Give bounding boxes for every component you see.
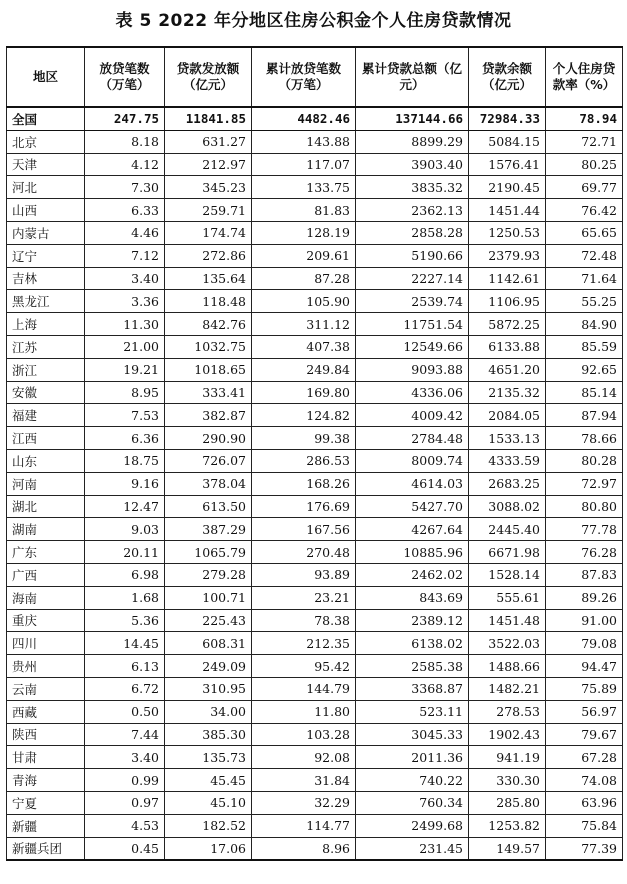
cumulative-amount-cell: 9093.88 [356,358,469,381]
cumulative-count-cell: 144.79 [252,677,356,700]
loans-count-cell: 8.18 [85,130,165,153]
cumulative-amount-cell: 2585.38 [356,655,469,678]
table-row [7,723,623,746]
region-cell: 云南 [7,677,85,700]
loan-amount-cell: 272.86 [165,244,252,267]
region-cell: 辽宁 [7,244,85,267]
loan-balance-cell: 1250.53 [469,221,546,244]
loans-count-cell: 18.75 [85,449,165,472]
loans-count-cell: 0.97 [85,791,165,814]
cumulative-count-cell: 23.21 [252,586,356,609]
cumulative-amount-cell: 740.22 [356,769,469,792]
cumulative-amount-cell: 3368.87 [356,677,469,700]
loan-balance-cell: 1106.95 [469,290,546,313]
cumulative-count-cell: 87.28 [252,267,356,290]
table-row [7,655,623,678]
region-cell: 湖北 [7,495,85,518]
loan-balance-cell: 4651.20 [469,358,546,381]
loans-count-cell: 7.53 [85,404,165,427]
table-row [7,358,623,381]
cumulative-count-cell: 407.38 [252,335,356,358]
loan-ratio-cell: 92.65 [546,358,623,381]
region-cell: 新疆 [7,814,85,837]
loan-ratio-cell: 63.96 [546,791,623,814]
column-header-loans-count: 放贷笔数（万笔） [85,47,165,107]
region-cell: 黑龙江 [7,290,85,313]
loan-ratio-cell: 76.42 [546,199,623,222]
table-row [7,244,623,267]
loan-balance-cell: 1482.21 [469,677,546,700]
loans-count-cell: 0.99 [85,769,165,792]
cumulative-count-cell: 168.26 [252,472,356,495]
cumulative-count-cell: 212.35 [252,632,356,655]
loan-ratio-cell: 71.64 [546,267,623,290]
table-row [7,313,623,336]
loan-amount-cell: 1032.75 [165,335,252,358]
loan-ratio-cell: 77.78 [546,518,623,541]
region-cell: 湖南 [7,518,85,541]
table-row [7,404,623,427]
loan-balance-cell: 1451.48 [469,609,546,632]
table-row [7,677,623,700]
loans-count-cell: 11.30 [85,313,165,336]
loan-ratio-cell: 76.28 [546,541,623,564]
loan-amount-cell: 225.43 [165,609,252,632]
loans-count-cell: 6.36 [85,427,165,450]
loan-ratio-cell: 72.71 [546,130,623,153]
region-cell: 浙江 [7,358,85,381]
region-cell: 广西 [7,563,85,586]
loans-count-cell: 5.36 [85,609,165,632]
cumulative-count-cell: 78.38 [252,609,356,632]
loan-ratio-cell: 77.39 [546,837,623,860]
cumulative-amount-cell: 137144.66 [356,107,469,130]
cumulative-amount-cell: 2227.14 [356,267,469,290]
cumulative-count-cell: 32.29 [252,791,356,814]
cumulative-amount-cell: 843.69 [356,586,469,609]
region-cell: 山东 [7,449,85,472]
cumulative-amount-cell: 5190.66 [356,244,469,267]
region-cell: 全国 [7,107,85,130]
cumulative-count-cell: 117.07 [252,153,356,176]
cumulative-amount-cell: 3903.40 [356,153,469,176]
loan-ratio-cell: 72.48 [546,244,623,267]
cumulative-count-cell: 209.61 [252,244,356,267]
cumulative-count-cell: 4482.46 [252,107,356,130]
loan-ratio-cell: 85.14 [546,381,623,404]
loan-ratio-cell: 75.84 [546,814,623,837]
table-row [7,427,623,450]
cumulative-amount-cell: 2499.68 [356,814,469,837]
cumulative-amount-cell: 2784.48 [356,427,469,450]
table-row [7,495,623,518]
loan-balance-cell: 2084.05 [469,404,546,427]
cumulative-amount-cell: 760.34 [356,791,469,814]
loan-ratio-cell: 79.08 [546,632,623,655]
loan-ratio-cell: 80.25 [546,153,623,176]
loans-count-cell: 0.45 [85,837,165,860]
cumulative-count-cell: 270.48 [252,541,356,564]
loan-amount-cell: 182.52 [165,814,252,837]
loan-balance-cell: 1142.61 [469,267,546,290]
table-row [7,632,623,655]
cumulative-count-cell: 124.82 [252,404,356,427]
loan-balance-cell: 941.19 [469,746,546,769]
cumulative-amount-cell: 231.45 [356,837,469,860]
loans-count-cell: 3.40 [85,746,165,769]
table-row [7,837,623,860]
loan-amount-cell: 259.71 [165,199,252,222]
loan-amount-cell: 135.64 [165,267,252,290]
loan-ratio-cell: 75.89 [546,677,623,700]
loan-balance-cell: 1533.13 [469,427,546,450]
table-row [7,153,623,176]
cumulative-amount-cell: 2389.12 [356,609,469,632]
loan-balance-cell: 2445.40 [469,518,546,541]
loan-amount-cell: 608.31 [165,632,252,655]
loan-ratio-cell: 78.94 [546,107,623,130]
loan-ratio-cell: 55.25 [546,290,623,313]
loan-balance-cell: 6671.98 [469,541,546,564]
loans-count-cell: 6.33 [85,199,165,222]
loan-balance-cell: 1528.14 [469,563,546,586]
cumulative-count-cell: 143.88 [252,130,356,153]
loans-count-cell: 7.12 [85,244,165,267]
table-row [7,199,623,222]
table-row [7,791,623,814]
loans-count-cell: 1.68 [85,586,165,609]
region-cell: 北京 [7,130,85,153]
table-row [7,814,623,837]
cumulative-amount-cell: 12549.66 [356,335,469,358]
region-cell: 安徽 [7,381,85,404]
table-row [7,130,623,153]
loan-ratio-cell: 85.59 [546,335,623,358]
cumulative-amount-cell: 8899.29 [356,130,469,153]
loan-balance-cell: 1576.41 [469,153,546,176]
region-cell: 天津 [7,153,85,176]
region-cell: 江苏 [7,335,85,358]
cumulative-amount-cell: 8009.74 [356,449,469,472]
table-row [7,563,623,586]
table-row [7,586,623,609]
loan-balance-cell: 149.57 [469,837,546,860]
cumulative-count-cell: 99.38 [252,427,356,450]
cumulative-count-cell: 81.83 [252,199,356,222]
region-cell: 青海 [7,769,85,792]
cumulative-amount-cell: 5427.70 [356,495,469,518]
cumulative-count-cell: 93.89 [252,563,356,586]
loans-count-cell: 9.03 [85,518,165,541]
loan-amount-cell: 387.29 [165,518,252,541]
region-cell: 四川 [7,632,85,655]
table-row [7,290,623,313]
loan-balance-cell: 2379.93 [469,244,546,267]
cumulative-amount-cell: 6138.02 [356,632,469,655]
loan-balance-cell: 1902.43 [469,723,546,746]
cumulative-count-cell: 31.84 [252,769,356,792]
cumulative-amount-cell: 11751.54 [356,313,469,336]
cumulative-amount-cell: 2539.74 [356,290,469,313]
loan-ratio-cell: 94.47 [546,655,623,678]
loan-amount-cell: 345.23 [165,176,252,199]
loan-amount-cell: 17.06 [165,837,252,860]
loan-balance-cell: 72984.33 [469,107,546,130]
loans-count-cell: 4.12 [85,153,165,176]
loan-ratio-cell: 78.66 [546,427,623,450]
table-title: 表 5 2022 年分地区住房公积金个人住房贷款情况 [115,11,512,31]
region-cell: 上海 [7,313,85,336]
table-row [7,381,623,404]
loans-count-cell: 21.00 [85,335,165,358]
table-row [7,541,623,564]
loans-count-cell: 7.30 [85,176,165,199]
cumulative-count-cell: 114.77 [252,814,356,837]
loan-amount-cell: 135.73 [165,746,252,769]
region-cell: 江西 [7,427,85,450]
region-cell: 海南 [7,586,85,609]
cumulative-count-cell: 92.08 [252,746,356,769]
loan-amount-cell: 382.87 [165,404,252,427]
column-header-cumulative-amount: 累计贷款总额（亿元） [356,47,469,107]
loan-ratio-cell: 74.08 [546,769,623,792]
cumulative-amount-cell: 4267.64 [356,518,469,541]
table-row [7,221,623,244]
cumulative-count-cell: 103.28 [252,723,356,746]
region-cell: 甘肃 [7,746,85,769]
cumulative-count-cell: 286.53 [252,449,356,472]
table-row [7,267,623,290]
loan-balance-cell: 2135.32 [469,381,546,404]
cumulative-count-cell: 95.42 [252,655,356,678]
cumulative-amount-cell: 10885.96 [356,541,469,564]
loan-ratio-cell: 65.65 [546,221,623,244]
loan-balance-cell: 3522.03 [469,632,546,655]
region-cell: 西藏 [7,700,85,723]
loan-amount-cell: 333.41 [165,381,252,404]
table-row [7,518,623,541]
loan-balance-cell: 5872.25 [469,313,546,336]
loan-amount-cell: 613.50 [165,495,252,518]
loan-balance-cell: 1253.82 [469,814,546,837]
region-cell: 河南 [7,472,85,495]
cumulative-amount-cell: 4614.03 [356,472,469,495]
loan-ratio-cell: 67.28 [546,746,623,769]
loans-count-cell: 247.75 [85,107,165,130]
region-cell: 新疆兵团 [7,837,85,860]
loan-balance-cell: 278.53 [469,700,546,723]
loan-ratio-cell: 69.77 [546,176,623,199]
cumulative-count-cell: 128.19 [252,221,356,244]
cumulative-count-cell: 249.84 [252,358,356,381]
loan-balance-cell: 285.80 [469,791,546,814]
housing-loan-table [6,46,623,861]
loans-count-cell: 3.36 [85,290,165,313]
table-row [7,700,623,723]
loan-amount-cell: 11841.85 [165,107,252,130]
cumulative-amount-cell: 2858.28 [356,221,469,244]
loan-balance-cell: 3088.02 [469,495,546,518]
loan-balance-cell: 1451.44 [469,199,546,222]
cumulative-count-cell: 8.96 [252,837,356,860]
loan-amount-cell: 212.97 [165,153,252,176]
region-cell: 广东 [7,541,85,564]
loan-ratio-cell: 80.80 [546,495,623,518]
cumulative-amount-cell: 3045.33 [356,723,469,746]
cumulative-count-cell: 105.90 [252,290,356,313]
table-row [7,769,623,792]
loans-count-cell: 7.44 [85,723,165,746]
region-cell: 河北 [7,176,85,199]
loan-amount-cell: 310.95 [165,677,252,700]
region-cell: 内蒙古 [7,221,85,244]
loan-ratio-cell: 89.26 [546,586,623,609]
table-row [7,335,623,358]
loan-amount-cell: 100.71 [165,586,252,609]
loan-amount-cell: 1065.79 [165,541,252,564]
loan-balance-cell: 5084.15 [469,130,546,153]
table-row [7,746,623,769]
loan-ratio-cell: 79.67 [546,723,623,746]
cumulative-count-cell: 167.56 [252,518,356,541]
loan-ratio-cell: 87.83 [546,563,623,586]
header-row [7,47,623,107]
column-header-loan-balance: 贷款余额（亿元） [469,47,546,107]
loan-amount-cell: 842.76 [165,313,252,336]
region-cell: 山西 [7,199,85,222]
column-header-loan-ratio: 个人住房贷款率（%） [546,47,623,107]
cumulative-amount-cell: 2362.13 [356,199,469,222]
region-cell: 重庆 [7,609,85,632]
loans-count-cell: 6.98 [85,563,165,586]
region-cell: 宁夏 [7,791,85,814]
loans-count-cell: 4.46 [85,221,165,244]
region-cell: 吉林 [7,267,85,290]
table-row [7,609,623,632]
loans-count-cell: 19.21 [85,358,165,381]
loan-balance-cell: 2683.25 [469,472,546,495]
loans-count-cell: 14.45 [85,632,165,655]
loan-amount-cell: 378.04 [165,472,252,495]
loan-amount-cell: 174.74 [165,221,252,244]
loan-amount-cell: 45.10 [165,791,252,814]
loan-balance-cell: 2190.45 [469,176,546,199]
table-row [7,472,623,495]
cumulative-count-cell: 133.75 [252,176,356,199]
loans-count-cell: 0.50 [85,700,165,723]
cumulative-amount-cell: 2462.02 [356,563,469,586]
cumulative-amount-cell: 4336.06 [356,381,469,404]
loan-amount-cell: 290.90 [165,427,252,450]
cumulative-count-cell: 176.69 [252,495,356,518]
cumulative-count-cell: 311.12 [252,313,356,336]
loan-ratio-cell: 91.00 [546,609,623,632]
loans-count-cell: 6.72 [85,677,165,700]
loans-count-cell: 6.13 [85,655,165,678]
loans-count-cell: 9.16 [85,472,165,495]
table-row [7,449,623,472]
column-header-region: 地区 [7,47,85,107]
loan-amount-cell: 118.48 [165,290,252,313]
loans-count-cell: 4.53 [85,814,165,837]
cumulative-amount-cell: 4009.42 [356,404,469,427]
loan-ratio-cell: 84.90 [546,313,623,336]
column-header-loan-amount: 贷款发放额（亿元） [165,47,252,107]
loan-ratio-cell: 72.97 [546,472,623,495]
loans-count-cell: 8.95 [85,381,165,404]
region-cell: 福建 [7,404,85,427]
loan-amount-cell: 45.45 [165,769,252,792]
loan-amount-cell: 34.00 [165,700,252,723]
cumulative-count-cell: 11.80 [252,700,356,723]
loan-amount-cell: 1018.65 [165,358,252,381]
region-cell: 贵州 [7,655,85,678]
loan-amount-cell: 279.28 [165,563,252,586]
loans-count-cell: 3.40 [85,267,165,290]
loan-balance-cell: 6133.88 [469,335,546,358]
loan-amount-cell: 249.09 [165,655,252,678]
cumulative-amount-cell: 2011.36 [356,746,469,769]
loan-amount-cell: 631.27 [165,130,252,153]
table-row-total [7,107,623,130]
loan-balance-cell: 555.61 [469,586,546,609]
cumulative-amount-cell: 523.11 [356,700,469,723]
loans-count-cell: 12.47 [85,495,165,518]
loan-amount-cell: 726.07 [165,449,252,472]
region-cell: 陕西 [7,723,85,746]
table-row [7,176,623,199]
cumulative-amount-cell: 3835.32 [356,176,469,199]
loan-ratio-cell: 80.28 [546,449,623,472]
loan-balance-cell: 330.30 [469,769,546,792]
loans-count-cell: 20.11 [85,541,165,564]
loan-amount-cell: 385.30 [165,723,252,746]
loan-balance-cell: 4333.59 [469,449,546,472]
column-header-cumulative-count: 累计放贷笔数（万笔） [252,47,356,107]
cumulative-count-cell: 169.80 [252,381,356,404]
loan-balance-cell: 1488.66 [469,655,546,678]
loan-ratio-cell: 56.97 [546,700,623,723]
loan-ratio-cell: 87.94 [546,404,623,427]
